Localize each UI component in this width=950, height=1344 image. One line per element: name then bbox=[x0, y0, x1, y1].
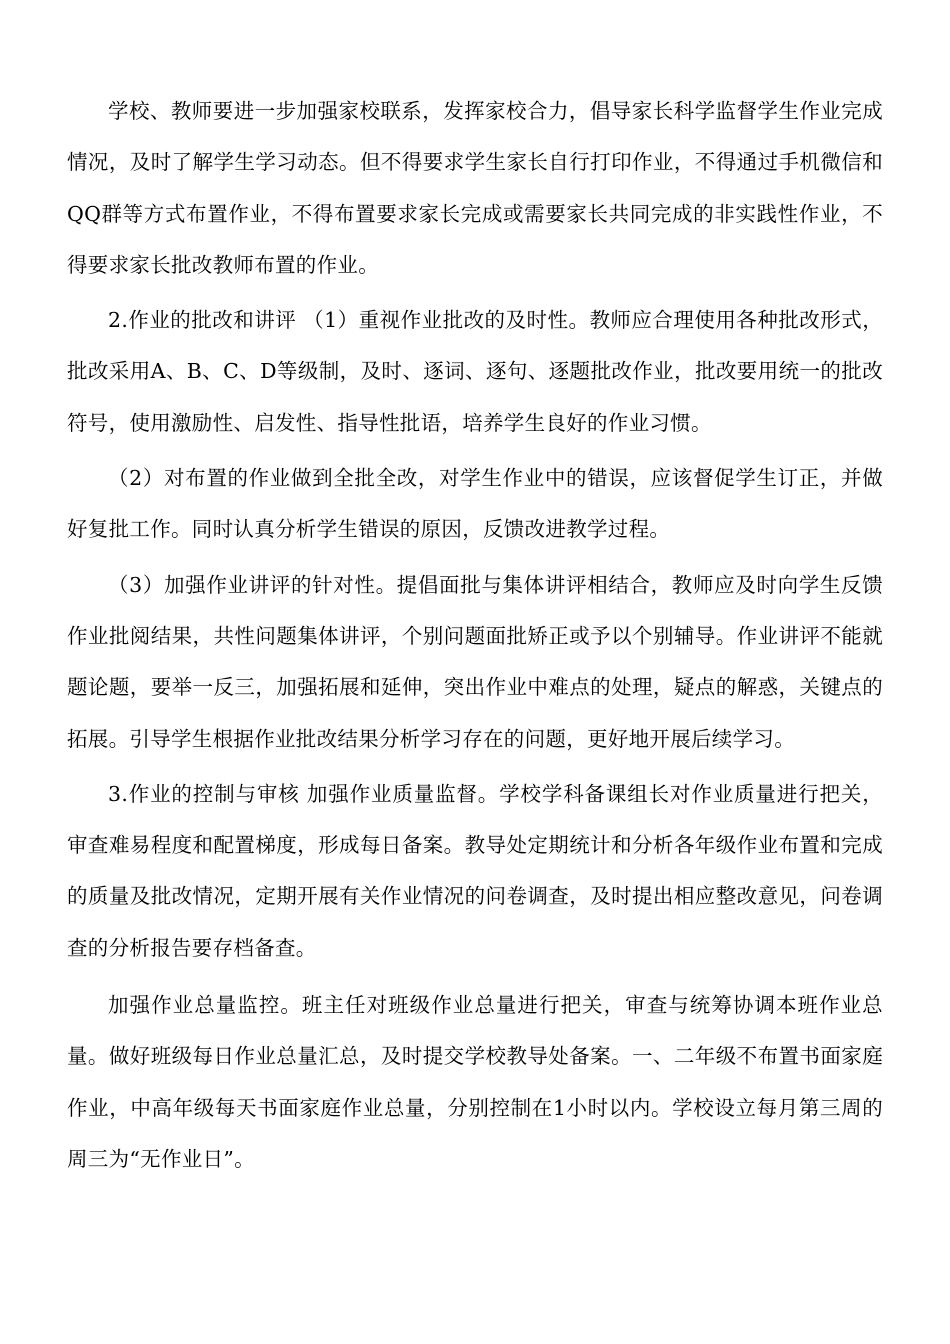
paragraph-home-school-contact: 学校、教师要进一步加强家校联系，发挥家校合力，倡导家长科学监督学生作业完成情况，及时了解学生学习动态。但不得要求学生家长自行打印作业，不得通过手机微信和QQ群等方式布置作业，不得布置要求家长完成或需要家长共同完成的非实践性作业，不得要求家长批改教师布置的作业。 bbox=[67, 99, 883, 277]
document-page bbox=[67, 86, 883, 1185]
paragraph-grading-and-review: 2.作业的批改和讲评 （1）重视作业批改的及时性。教师应合理使用各种批改形式，批改采用A、B、C、D等级制，及时、逐词、逐句、逐题批改作业，批改要用统一的批改符号，使用激励性、启发性、指导性批语，培养学生良好的作业习惯。 bbox=[67, 308, 883, 435]
paragraph-targeted-review: （3）加强作业讲评的针对性。提倡面批与集体讲评相结合，教师应及时向学生反馈作业批阅结果，共性问题集体讲评，个别问题面批矫正或予以个别辅导。作业讲评不能就题论题，要举一反三，加强拓展和延伸，突出作业中难点的处理，疑点的解惑，关键点的拓展。引导学生根据作业批改结果分析学习存在的问题，更好地开展后续学习。 bbox=[67, 572, 883, 751]
paragraph-total-workload: 加强作业总量监控。班主任对班级作业总量进行把关，审查与统筹协调本班作业总量。做好班级每日作业总量汇总，及时提交学校教导处备案。一、二年级不布置书面家庭作业，中高年级每天书面家庭作业总量，分别控制在1小时以内。学校设立每月第三周的周三为“无作业日”。 bbox=[67, 993, 883, 1171]
paragraph-full-correction: （2）对布置的作业做到全批全改，对学生作业中的错误，应该督促学生订正，并做好复批工作。同时认真分析学生错误的原因，反馈改进教学过程。 bbox=[67, 466, 883, 542]
paragraph-quality-control: 3.作业的控制与审核 加强作业质量监督。学校学科备课组长对作业质量进行把关，审查难易程度和配置梯度，形成每日备案。教导处定期统计和分析各年级作业布置和完成的质量及批改情况，定期开展有关作业情况的问卷调查，及时提出相应整改意见，问卷调查的分析报告要存档备查。 bbox=[67, 781, 883, 960]
